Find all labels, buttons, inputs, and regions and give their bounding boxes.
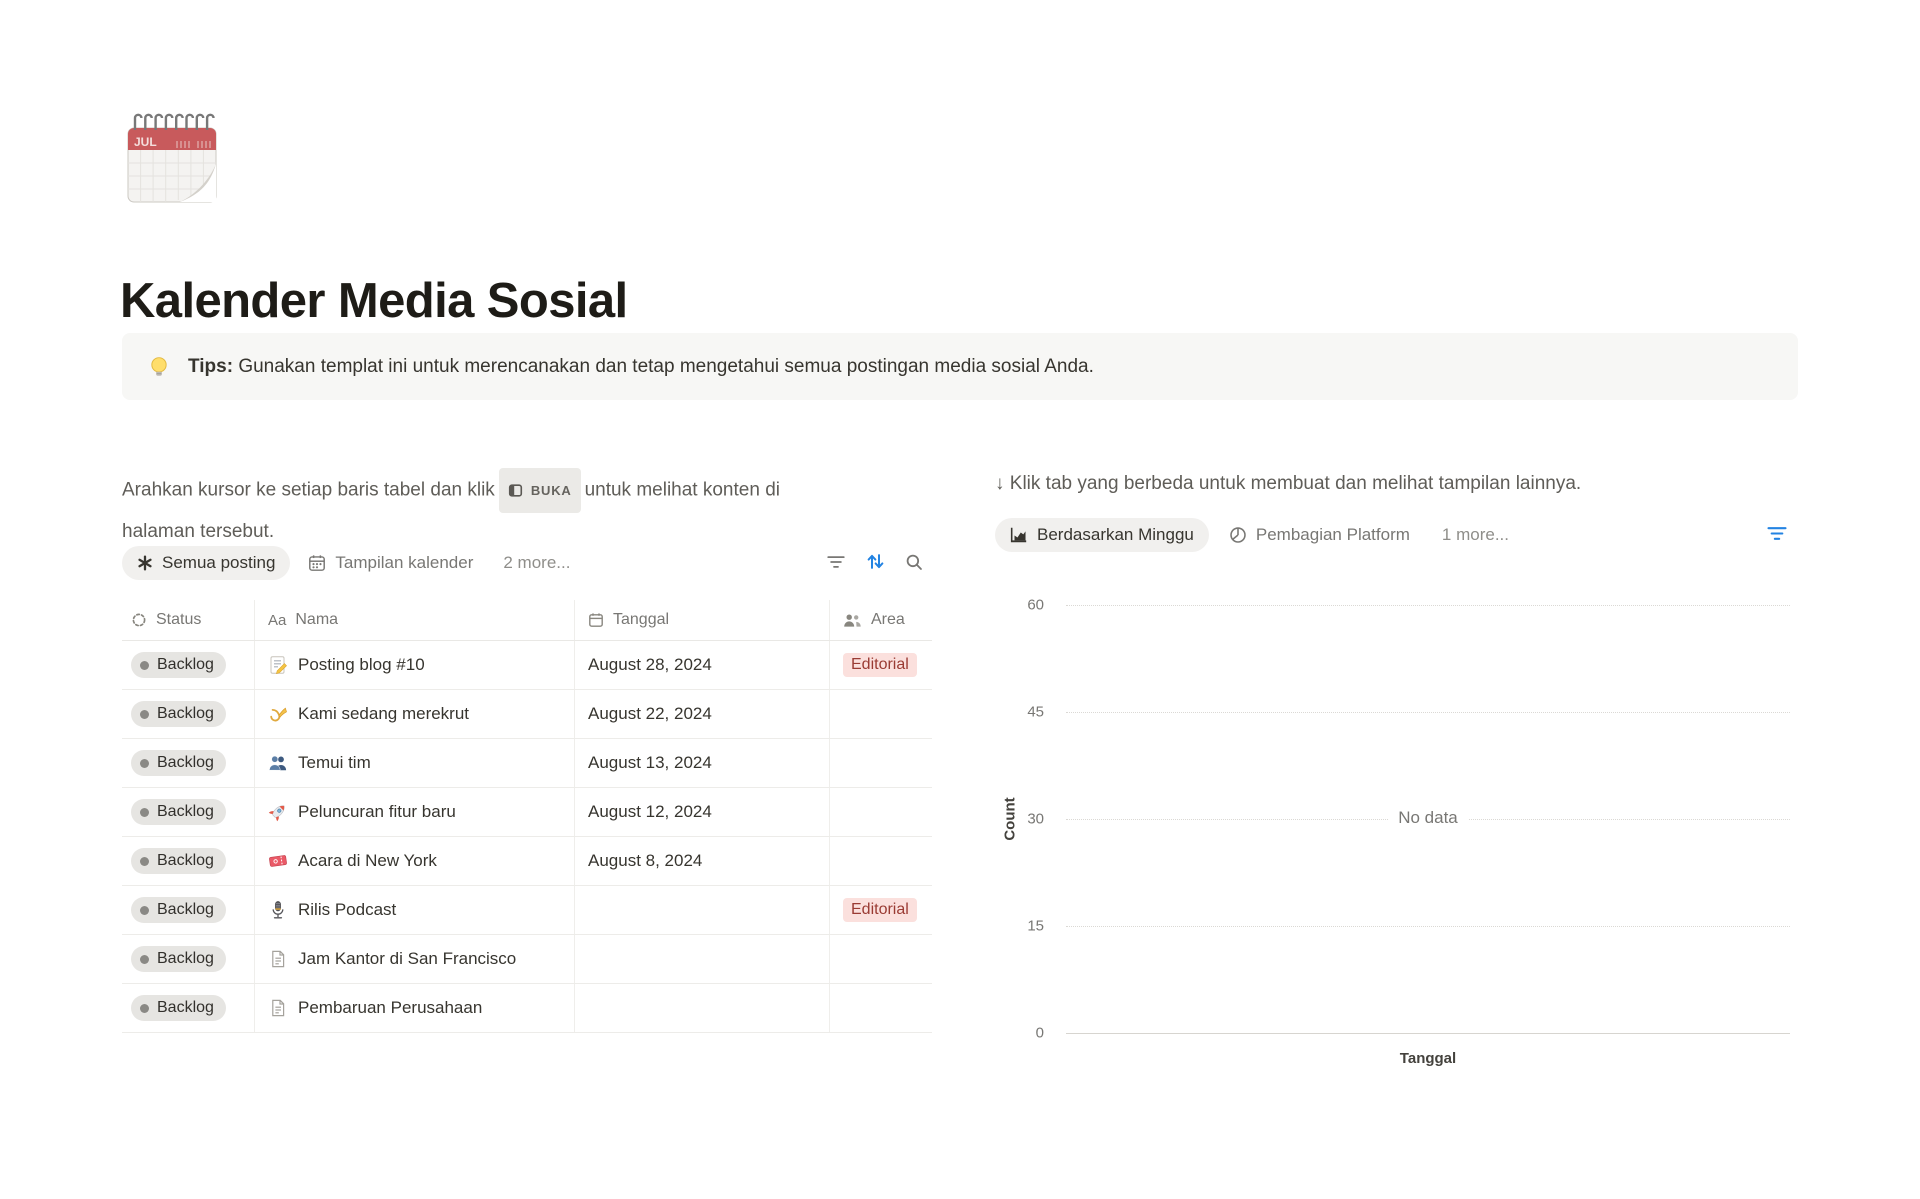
rocket-icon bbox=[268, 802, 288, 822]
status-badge[interactable]: Backlog bbox=[131, 897, 226, 923]
chart-y-axis-label: Count bbox=[1001, 797, 1019, 841]
table-row[interactable] bbox=[122, 935, 932, 984]
date-cell[interactable] bbox=[575, 886, 830, 934]
area-cell[interactable] bbox=[830, 837, 932, 885]
status-dot-icon bbox=[140, 906, 149, 915]
y-tick-label: 0 bbox=[1035, 1024, 1044, 1042]
name-cell[interactable]: Jam Kantor di San Francisco bbox=[255, 935, 575, 983]
status-dot-icon bbox=[140, 955, 149, 964]
date-cell[interactable]: August 28, 2024 bbox=[575, 641, 830, 689]
sort-icon[interactable] bbox=[865, 552, 886, 571]
search-icon[interactable] bbox=[905, 553, 923, 571]
open-row-button[interactable]: BUKA bbox=[499, 468, 581, 513]
spiral-calendar-icon[interactable] bbox=[120, 106, 224, 210]
tab-tampilan-kalender[interactable]: Tampilan kalender bbox=[300, 546, 481, 580]
table-row[interactable] bbox=[122, 641, 932, 690]
people-icon bbox=[843, 613, 862, 628]
status-dot-icon bbox=[140, 857, 149, 866]
x-axis-line bbox=[1066, 1033, 1790, 1034]
callout-text: Tips: Gunakan templat ini untuk merencanakan dan tetap mengetahui semua postingan media sosial Anda. bbox=[188, 355, 1094, 377]
calendar-icon bbox=[588, 612, 604, 628]
pie-icon bbox=[1229, 526, 1247, 544]
status-cell[interactable] bbox=[122, 739, 255, 787]
y-gridline bbox=[1066, 605, 1790, 606]
column-header-nama[interactable]: Aa Nama bbox=[255, 600, 575, 640]
open-page-icon bbox=[508, 483, 523, 498]
area-cell[interactable] bbox=[830, 984, 932, 1032]
tips-callout[interactable] bbox=[122, 333, 1798, 400]
spark-icon bbox=[137, 555, 153, 571]
y-gridline bbox=[1066, 926, 1790, 927]
status-cell[interactable] bbox=[122, 935, 255, 983]
table-header-row bbox=[122, 600, 932, 641]
posts-table bbox=[122, 600, 932, 1033]
status-dot-icon bbox=[140, 661, 149, 670]
right-more-views[interactable]: 1 more... bbox=[1441, 525, 1509, 544]
busts-icon bbox=[268, 753, 288, 773]
calendar-icon bbox=[308, 554, 326, 572]
status-cell[interactable] bbox=[122, 886, 255, 934]
name-cell[interactable]: Peluncuran fitur baru bbox=[255, 788, 575, 836]
microphone-icon bbox=[268, 900, 288, 920]
date-cell[interactable] bbox=[575, 935, 830, 983]
column-header-area[interactable]: Area bbox=[830, 600, 932, 640]
table-row[interactable] bbox=[122, 837, 932, 886]
name-cell[interactable]: Posting blog #10 bbox=[255, 641, 575, 689]
page-title[interactable]: Kalender Media Sosial bbox=[120, 273, 628, 328]
table-row[interactable] bbox=[122, 690, 932, 739]
postal-horn-icon bbox=[268, 704, 288, 724]
y-gridline bbox=[1066, 712, 1790, 713]
status-dot-icon bbox=[140, 808, 149, 817]
right-instruction: ↓ Klik tab yang berbeda untuk membuat dan melihat tampilan lainnya. bbox=[995, 473, 1582, 494]
status-dot-icon bbox=[140, 710, 149, 719]
left-more-views[interactable]: 2 more... bbox=[503, 553, 571, 572]
status-badge[interactable]: Backlog bbox=[131, 701, 226, 727]
date-cell[interactable]: August 22, 2024 bbox=[575, 690, 830, 738]
filter-icon[interactable] bbox=[826, 554, 846, 570]
table-rows bbox=[122, 641, 932, 1033]
table-row[interactable] bbox=[122, 886, 932, 935]
area-tag[interactable]: Editorial bbox=[843, 653, 917, 677]
aa-text-icon: Aa bbox=[268, 611, 287, 629]
name-cell[interactable]: Temui tim bbox=[255, 739, 575, 787]
area-cell[interactable] bbox=[830, 739, 932, 787]
memo-icon bbox=[268, 655, 288, 675]
table-row[interactable] bbox=[122, 984, 932, 1033]
status-dot-icon bbox=[140, 759, 149, 768]
page-icon bbox=[268, 998, 288, 1018]
status-badge[interactable]: Backlog bbox=[131, 750, 226, 776]
column-header-status[interactable]: Status bbox=[122, 600, 255, 640]
table-row[interactable] bbox=[122, 739, 932, 788]
area-cell[interactable] bbox=[830, 788, 932, 836]
status-badge[interactable]: Backlog bbox=[131, 946, 226, 972]
date-cell[interactable] bbox=[575, 984, 830, 1032]
left-instruction: Arahkan kursor ke setiap baris tabel dan klik BUKA untuk melihat konten di halaman tersebut. bbox=[122, 468, 790, 550]
filter-icon-blue[interactable] bbox=[1766, 525, 1788, 542]
status-cell[interactable] bbox=[122, 641, 255, 689]
status-cell[interactable] bbox=[122, 837, 255, 885]
chart-x-axis-label: Tanggal bbox=[1399, 1050, 1457, 1067]
area-cell[interactable] bbox=[830, 690, 932, 738]
tab-semua-posting[interactable]: Semua posting bbox=[122, 546, 290, 580]
light-bulb-icon bbox=[146, 354, 172, 380]
status-dot-icon bbox=[140, 1004, 149, 1013]
y-tick-label: 45 bbox=[1027, 703, 1044, 721]
table-row[interactable] bbox=[122, 788, 932, 837]
status-badge[interactable]: Backlog bbox=[131, 848, 226, 874]
chart-icon bbox=[1010, 526, 1028, 544]
name-cell[interactable]: Kami sedang merekrut bbox=[255, 690, 575, 738]
status-cell[interactable] bbox=[122, 690, 255, 738]
date-cell[interactable]: August 8, 2024 bbox=[575, 837, 830, 885]
tab-pembagian-platform[interactable]: Pembagian Platform bbox=[1221, 518, 1418, 552]
name-cell[interactable]: Acara di New York bbox=[255, 837, 575, 885]
name-cell[interactable]: Pembaruan Perusahaan bbox=[255, 984, 575, 1032]
column-header-tanggal[interactable]: Tanggal bbox=[575, 600, 830, 640]
y-tick-label: 60 bbox=[1027, 596, 1044, 614]
status-ring-icon bbox=[131, 612, 147, 628]
y-tick-label: 30 bbox=[1027, 810, 1044, 828]
left-table-toolbar bbox=[826, 552, 923, 571]
status-badge[interactable]: Backlog bbox=[131, 799, 226, 825]
callout-label: Tips: bbox=[188, 355, 234, 377]
status-cell[interactable] bbox=[122, 788, 255, 836]
date-cell[interactable]: August 12, 2024 bbox=[575, 788, 830, 836]
status-badge[interactable]: Backlog bbox=[131, 995, 226, 1021]
left-view-tabs bbox=[122, 546, 570, 580]
icon-month-text: JUL bbox=[134, 135, 157, 149]
area-cell[interactable] bbox=[830, 886, 932, 934]
right-view-tabs bbox=[995, 518, 1509, 552]
status-badge[interactable]: Backlog bbox=[131, 652, 226, 678]
y-tick-label: 15 bbox=[1027, 917, 1044, 935]
area-tag[interactable]: Editorial bbox=[843, 898, 917, 922]
area-cell[interactable] bbox=[830, 641, 932, 689]
chart-no-data: No data bbox=[1066, 808, 1790, 828]
date-cell[interactable]: August 13, 2024 bbox=[575, 739, 830, 787]
tab-berdasarkan-minggu[interactable]: Berdasarkan Minggu bbox=[995, 518, 1209, 552]
area-cell[interactable] bbox=[830, 935, 932, 983]
name-cell[interactable]: Rilis Podcast bbox=[255, 886, 575, 934]
status-cell[interactable] bbox=[122, 984, 255, 1032]
page-icon bbox=[268, 949, 288, 969]
tickets-icon bbox=[268, 851, 288, 871]
